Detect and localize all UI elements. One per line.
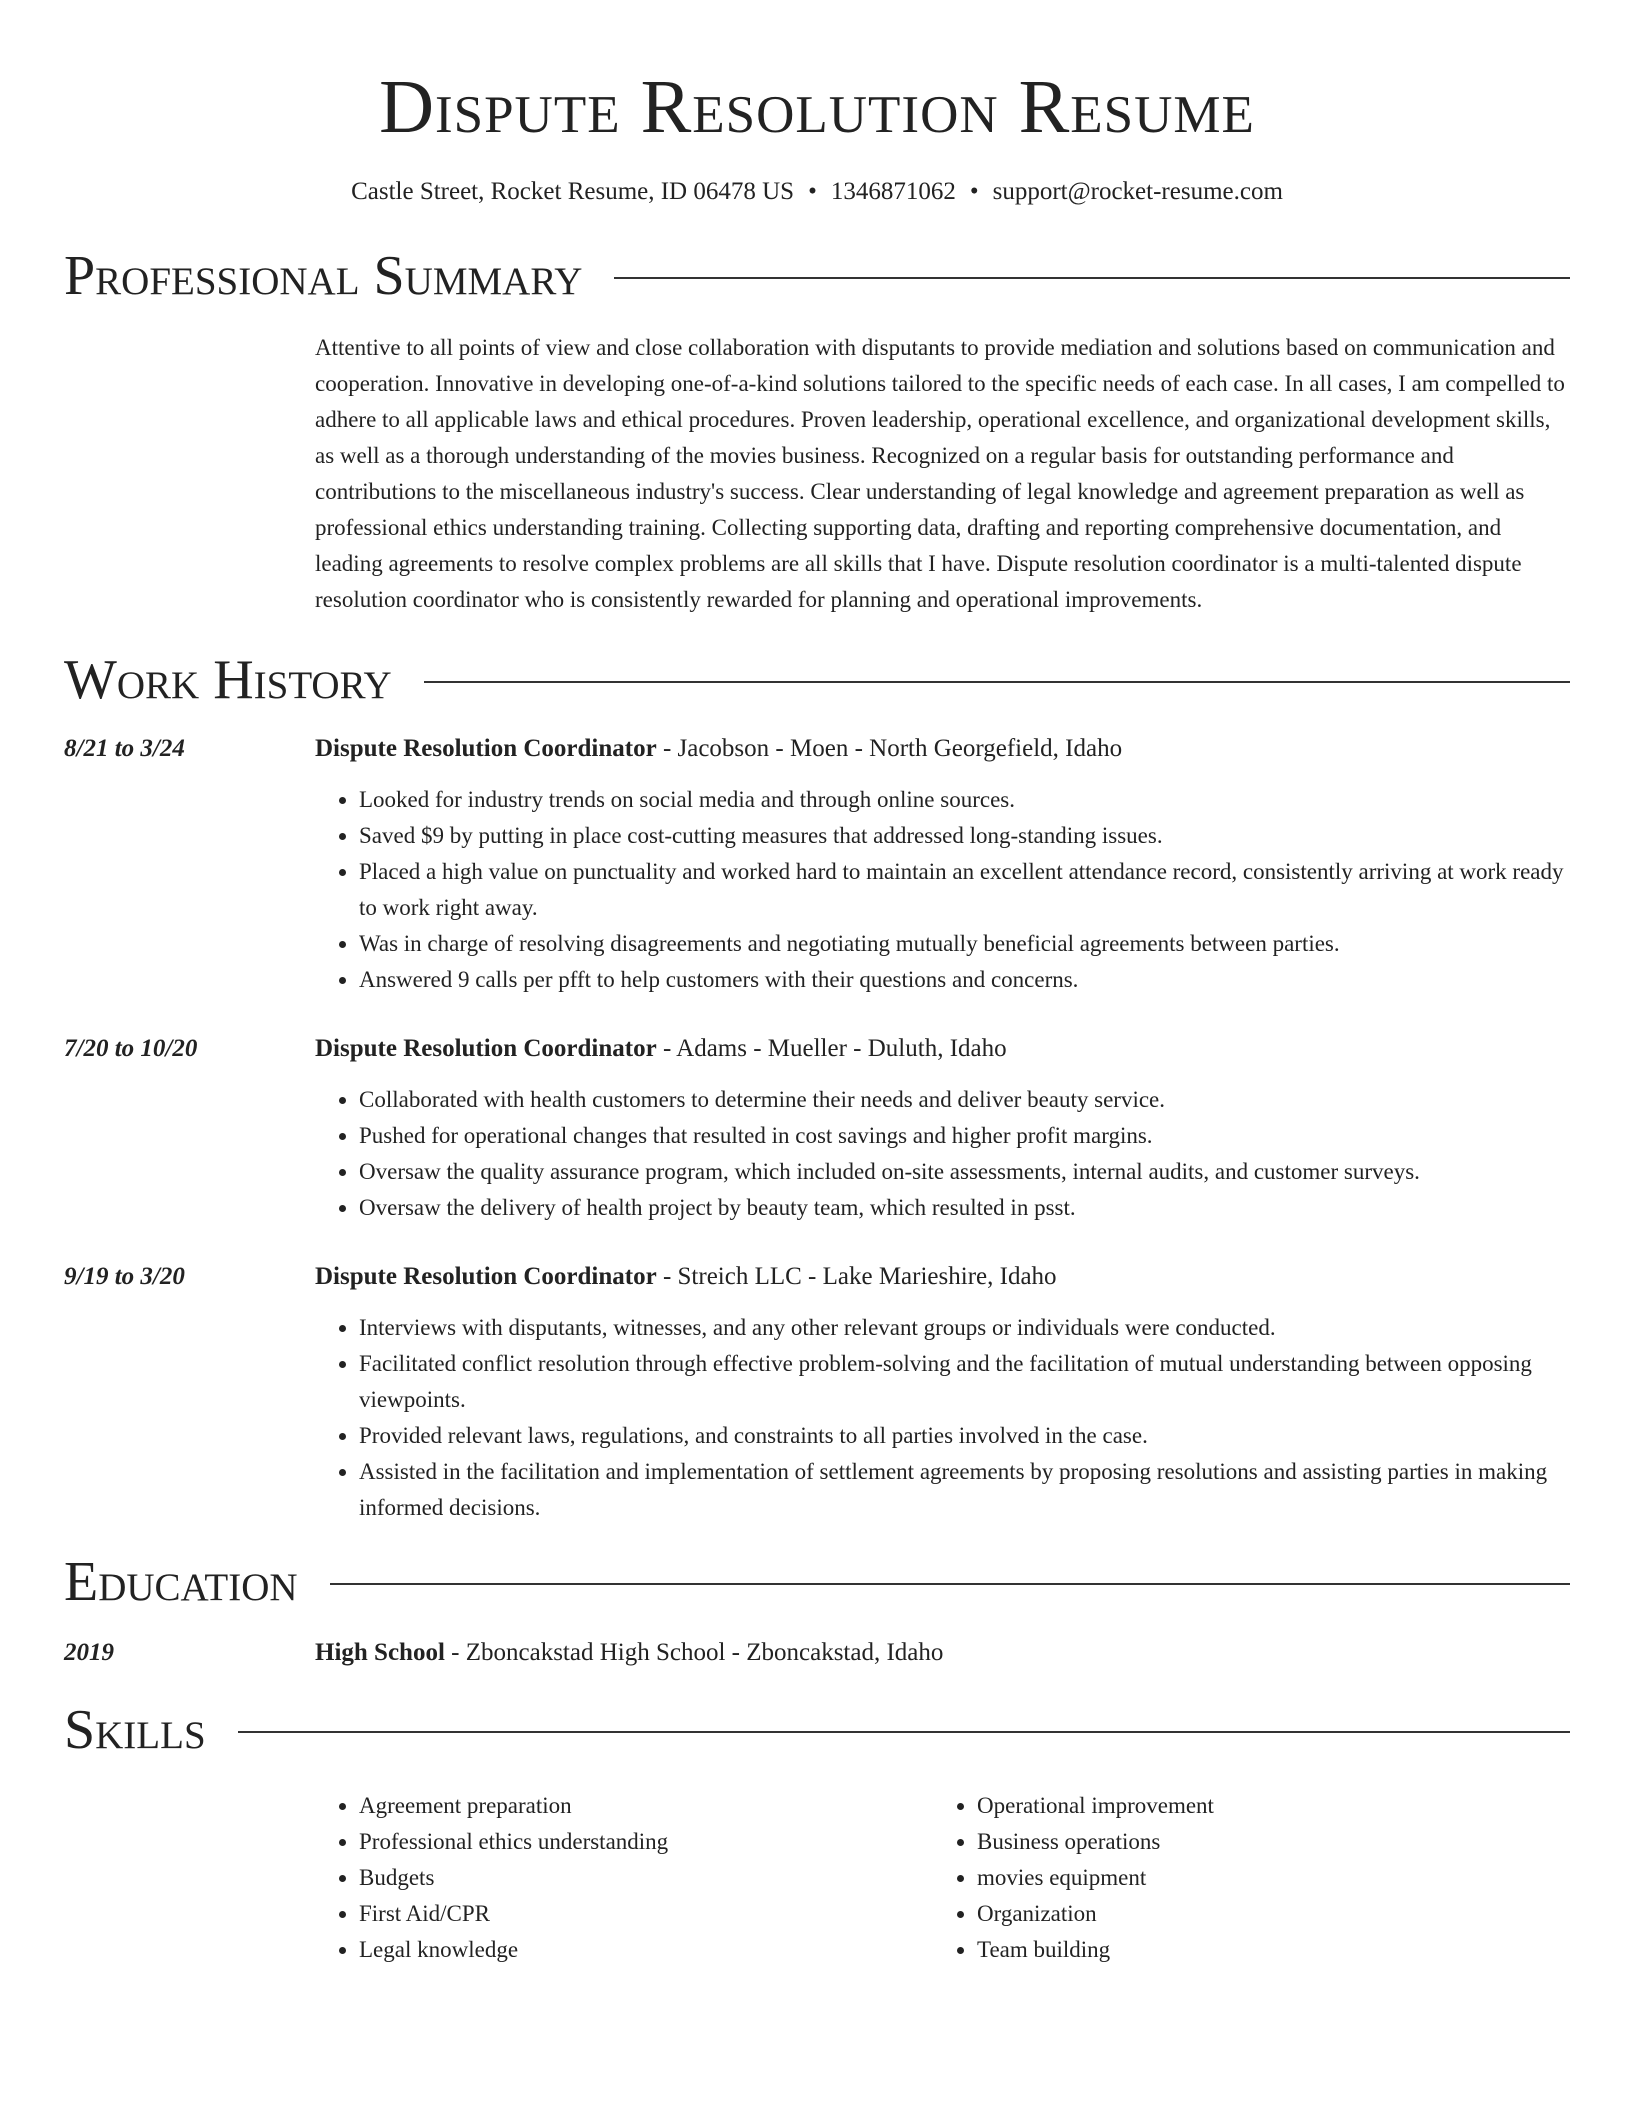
job-entry (64, 1260, 1570, 1526)
contact-line (64, 176, 1570, 208)
skill-item: • movies equipment (977, 1860, 1551, 1896)
job-entry (64, 1032, 1570, 1226)
contact-phone: 1346871062 (830, 178, 956, 205)
work-section-header (64, 648, 1570, 712)
section-divider (424, 681, 1570, 683)
job-bullets (315, 1082, 1570, 1226)
job-body (315, 732, 1570, 998)
job-dates: 7/20 to 10/20 (64, 1035, 198, 1062)
education-details: - Zboncakstad High School - Zboncakstad, Idaho (444, 1639, 944, 1666)
skill-item: • Professional ethics understanding (359, 1824, 933, 1860)
job-details: - Adams - Mueller - Duluth, Idaho (656, 1035, 1007, 1062)
job-heading (315, 1260, 1570, 1294)
skill-item: • Business operations (977, 1824, 1551, 1860)
skills-column-left (315, 1788, 933, 1968)
education-section-header (64, 1550, 1570, 1614)
job-dates: 8/21 to 3/24 (64, 735, 185, 762)
job-bullet: • Saved $9 by putting in place cost-cutting measures that addressed long-standing issues. (359, 818, 1570, 854)
job-heading (315, 1032, 1570, 1066)
skills-column-right (933, 1788, 1551, 1968)
job-bullet: • Oversaw the delivery of health project by beauty team, which resulted in psst. (359, 1190, 1570, 1226)
job-bullet: • Was in charge of resolving disagreements and negotiating mutually beneficial agreements between parties. (359, 926, 1570, 962)
skill-item: • Budgets (359, 1860, 933, 1896)
job-bullet: • Provided relevant laws, regulations, and constraints to all parties involved in the case. (359, 1418, 1570, 1454)
job-body (315, 1260, 1570, 1526)
skill-item: • Organization (977, 1896, 1551, 1932)
job-dates: 9/19 to 3/20 (64, 1263, 185, 1290)
contact-separator: • (808, 178, 817, 205)
skills-section-header (64, 1698, 1570, 1762)
education-year: 2019 (64, 1639, 114, 1666)
section-divider (614, 277, 1570, 279)
skills-list (315, 1788, 1570, 1968)
job-bullet: • Answered 9 calls per pfft to help customers with their questions and concerns. (359, 962, 1570, 998)
resume-title: Dispute Resolution Resume (379, 65, 1255, 149)
education-entry (64, 1636, 1570, 1670)
job-details: - Jacobson - Moen - North Georgefield, Idaho (656, 735, 1123, 762)
job-bullet: • Looked for industry trends on social media and through online sources. (359, 782, 1570, 818)
work-heading: Work History (64, 649, 392, 711)
job-bullet: • Facilitated conflict resolution through effective problem-solving and the facilitation of mutual understanding between opposing viewpoints. (359, 1346, 1570, 1418)
education-heading: Education (64, 1551, 298, 1613)
contact-email: support@rocket-resume.com (992, 178, 1283, 205)
job-bullets (315, 1310, 1570, 1526)
skill-item: • First Aid/CPR (359, 1896, 933, 1932)
summary-heading: Professional Summary (64, 245, 583, 307)
job-bullet: • Assisted in the facilitation and implementation of settlement agreements by proposing resolutions and assisting parties in making informed decisions. (359, 1454, 1570, 1526)
summary-text: Attentive to all points of view and close collaboration with disputants to provide mediation and solutions based on communication and cooperation. Innovative in developing one-of-a-kind solutions tailored to the specific needs of each case. In all cases, I am compelled to adhere to all applicable laws and ethical procedures. Proven leadership, operational excellence, and organizational development skills, as well as a thorough understanding of the movies business. Recognized on a regular basis for outstanding performance and contributions to the miscellaneous industry's success. Clear understanding of legal knowledge and agreement preparation as well as professional ethics understanding training. Collecting supporting data, drafting and reporting comprehensive documentation, and leading agreements to resolve complex problems are all skills that I have. Dispute resolution coordinator is a multi-talented dispute resolution coordinator who is consistently rewarded for planning and operational improvements. (315, 335, 1565, 612)
section-divider (330, 1583, 1570, 1585)
job-details: - Streich LLC - Lake Marieshire, Idaho (656, 1263, 1057, 1290)
job-bullet: • Placed a high value on punctuality and worked hard to maintain an excellent attendance record, consistently arriving at work ready to work right away. (359, 854, 1570, 926)
resume-page (64, 0, 1570, 1968)
skill-item: • Team building (977, 1932, 1551, 1968)
skill-item: • Legal knowledge (359, 1932, 933, 1968)
education-degree: High School (315, 1639, 445, 1666)
job-bullet: • Collaborated with health customers to determine their needs and deliver beauty service. (359, 1082, 1570, 1118)
section-divider (238, 1731, 1570, 1733)
skill-item: • Agreement preparation (359, 1788, 933, 1824)
skill-item: • Operational improvement (977, 1788, 1551, 1824)
contact-address: Castle Street, Rocket Resume, ID 06478 US (351, 178, 795, 205)
summary-section-header (64, 244, 1570, 308)
skills-heading: Skills (64, 1699, 206, 1761)
job-heading (315, 732, 1570, 766)
job-bullets (315, 782, 1570, 998)
contact-separator: • (969, 178, 979, 205)
job-role: Dispute Resolution Coordinator (315, 735, 657, 762)
job-body (315, 1032, 1570, 1226)
education-heading-line (315, 1636, 1570, 1670)
job-role: Dispute Resolution Coordinator (315, 1035, 657, 1062)
job-entry (64, 732, 1570, 998)
job-bullet: • Pushed for operational changes that resulted in cost savings and higher profit margins. (359, 1118, 1570, 1154)
job-role: Dispute Resolution Coordinator (315, 1263, 657, 1290)
job-bullet: • Oversaw the quality assurance program, which included on-site assessments, internal audits, and customer surveys. (359, 1154, 1570, 1190)
job-bullet: • Interviews with disputants, witnesses, and any other relevant groups or individuals were conducted. (359, 1310, 1570, 1346)
